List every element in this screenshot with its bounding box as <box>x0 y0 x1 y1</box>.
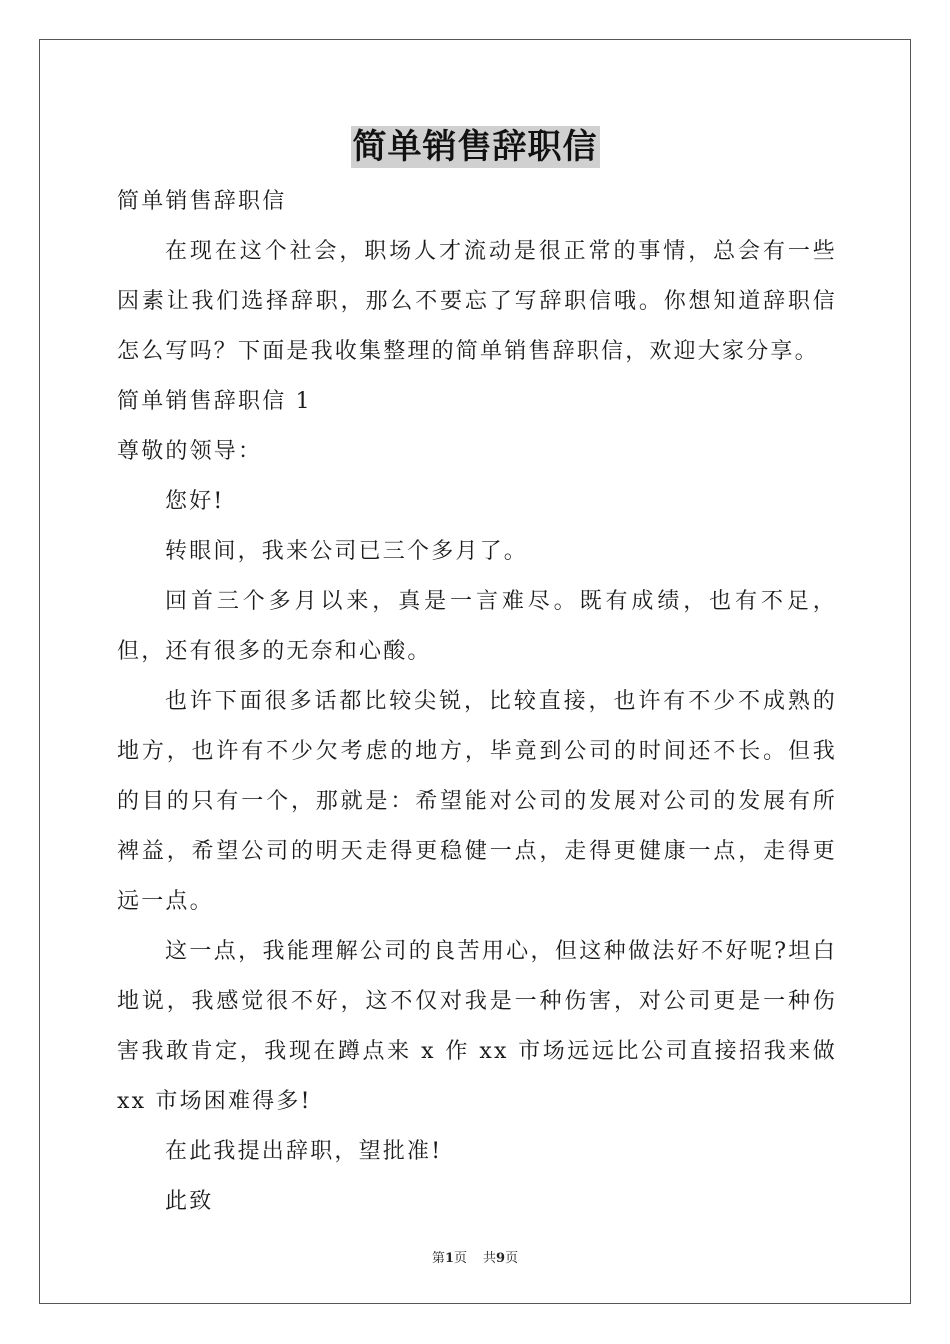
paragraph: 尊敬的领导： <box>117 439 263 464</box>
page-footer <box>0 1247 950 1266</box>
total-pages: 9 <box>496 1251 506 1266</box>
paragraph: 在现在这个社会，职场人才流动是很正常的事情，总会有一些因素让我们选择辞职，那么不要忘了写辞职信哦。你想知道辞职信怎么写吗？下面是我收集整理的简单销售辞职信，欢迎大家分享。 <box>117 239 837 364</box>
title-container <box>0 126 950 168</box>
page-prefix: 第 <box>431 1251 445 1266</box>
document-body <box>117 177 837 1227</box>
paragraph: 简单销售辞职信 <box>117 189 287 214</box>
paragraph: 在此我提出辞职，望批准! <box>165 1139 443 1164</box>
paragraph: 转眼间，我来公司已三个多月了。 <box>165 539 529 564</box>
paragraph: 此致 <box>165 1189 214 1214</box>
page-suffix: 页 <box>453 1251 467 1266</box>
paragraph: 简单销售辞职信 1 <box>117 389 312 414</box>
paragraph: 也许下面很多话都比较尖锐，比较直接，也许有不少不成熟的地方，也许有不少欠考虑的地方，毕竟到公司的时间还不长。但我的目的只有一个，那就是：希望能对公司的发展对公司的发展有所裨益，希望公司的明天走得更稳健一点，走得更健康一点，走得更远一点。 <box>117 689 837 914</box>
total-suffix: 页 <box>505 1251 519 1266</box>
paragraph: 这一点，我能理解公司的良苦用心，但这种做法好不好呢?坦白地说，我感觉很不好，这不仅对我是一种伤害，对公司更是一种伤害我敢肯定，我现在蹲点来 x 作 xx 市场远远比公司直接招我来做 xx 市场困难得多! <box>117 939 837 1114</box>
page-number: 1 <box>444 1251 454 1266</box>
paragraph: 您好! <box>165 489 225 514</box>
document-title: 简单销售辞职信 <box>352 127 598 167</box>
total-prefix: 共 <box>483 1251 497 1266</box>
paragraph: 回首三个多月以来，真是一言难尽。既有成绩，也有不足，但，还有很多的无奈和心酸。 <box>117 589 837 664</box>
